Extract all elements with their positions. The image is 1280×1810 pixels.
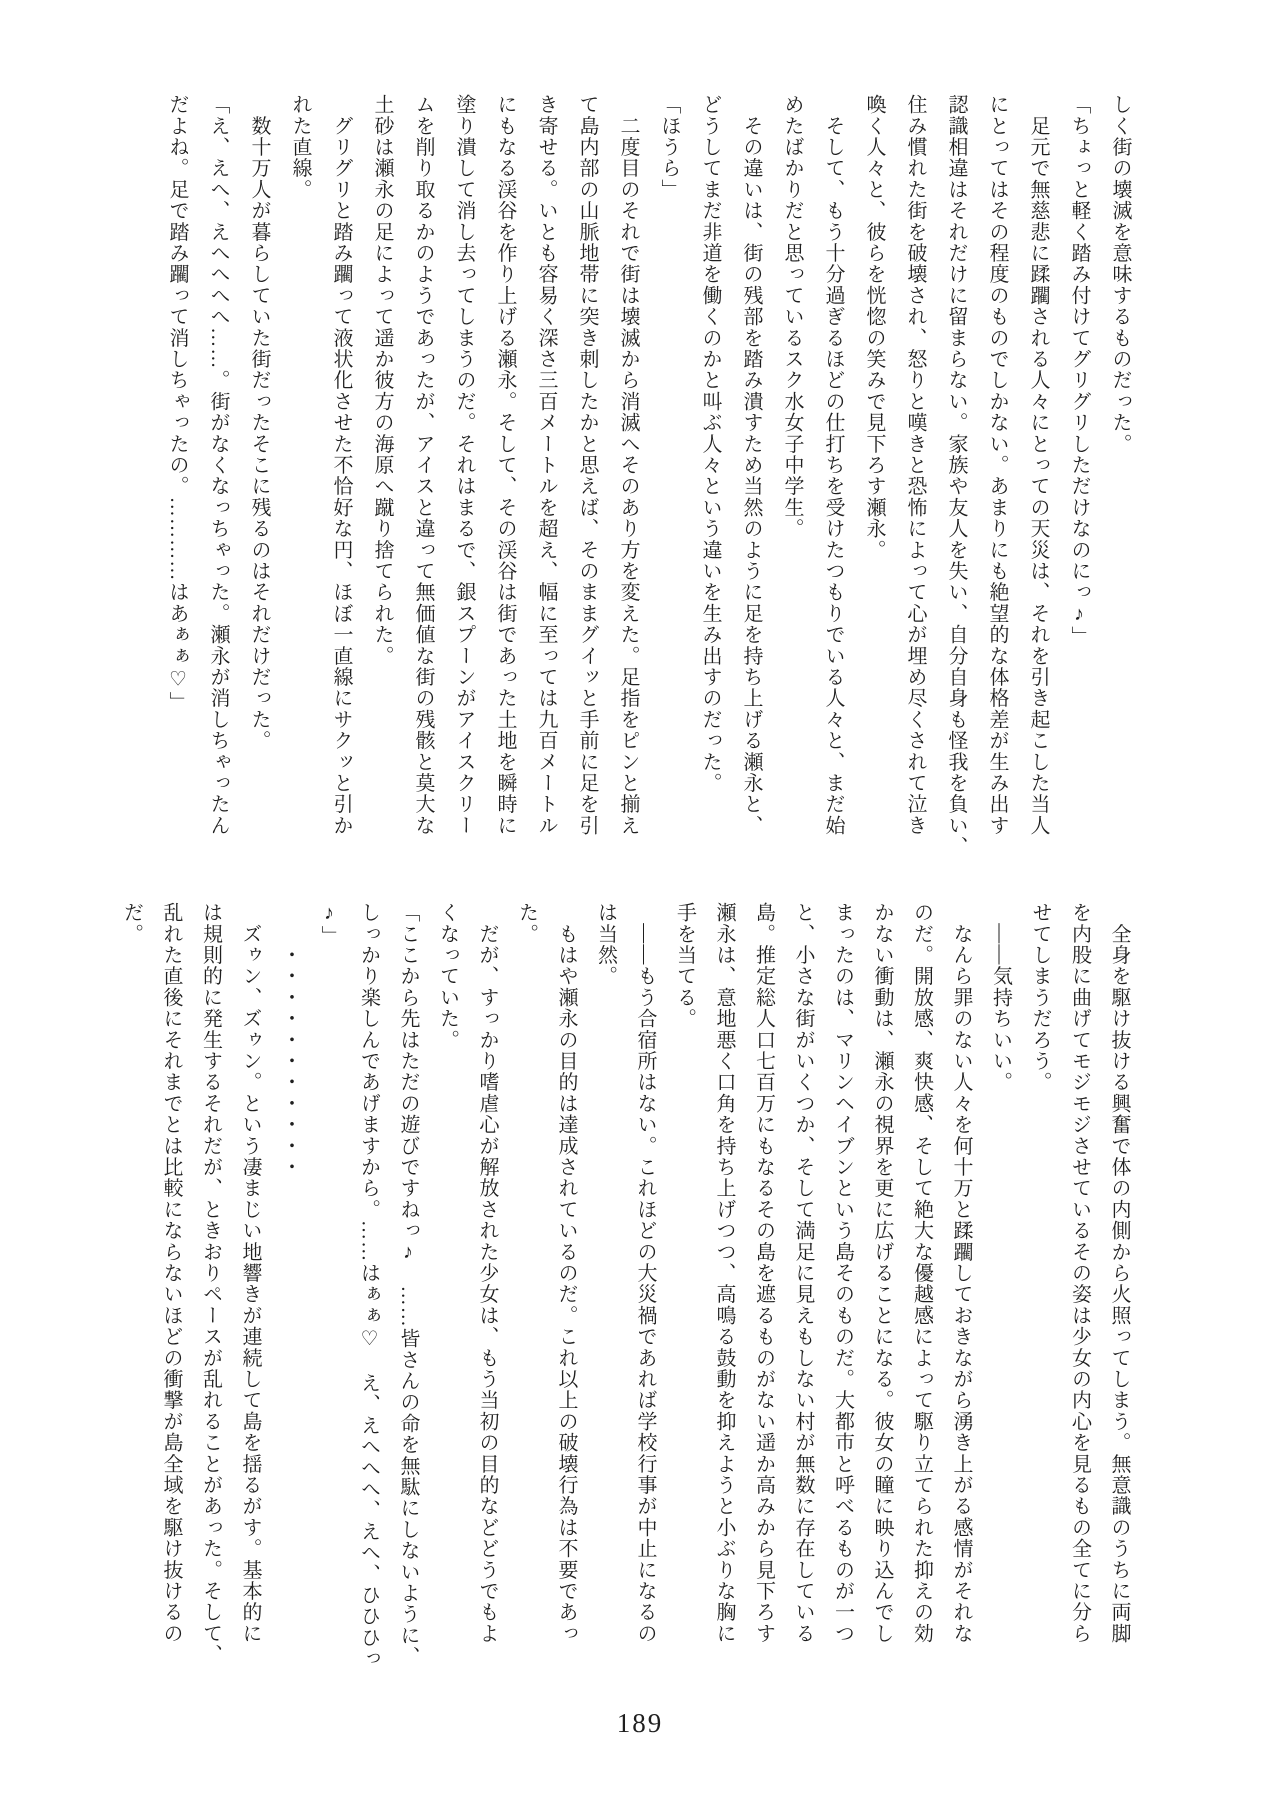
text-column: にとってはその程度のものでしかない。あまりにも絶望的な体格差が生み出す	[986, 94, 1008, 836]
text-column: 島。推定総人口七百万にもなるその島を遮るものがない遥か高みから見下ろす	[752, 902, 775, 1644]
text-column: その違いは、街の残部を踏み潰すため当然のように足を持ち上げる瀬永と、	[740, 94, 762, 836]
text-column: れた直線。	[289, 94, 311, 200]
text-column: は規則的に発生するそれだが、ときおりペースが乱れることがあった。そして、	[199, 902, 222, 1666]
text-column: どうしてまだ非道を働くのかと叫ぶ人々という違いを生み出すのだった。	[699, 94, 721, 794]
text-column: は当然。	[594, 902, 617, 987]
text-column: ズゥン、ズゥン。という凄まじい地響きが連続して島を揺るがす。基本的に	[239, 902, 261, 1644]
text-column: 喚く人々と、彼らを恍惚の笑みで見下ろす瀬永。	[863, 94, 885, 561]
text-column: しっかり楽しんであげますから。……はぁぁ♡ え、えへへへ、えへ、ひひひっ	[357, 902, 380, 1670]
text-column: 住み慣れた街を破壊され、怒りと嘆きと恐怖によって心が埋め尽くされて泣き	[904, 94, 926, 836]
text-column: 乱れた直後にそれまでとは比較にならないほどの衝撃が島全域を駆け抜けるの	[160, 902, 182, 1644]
text-column: ・・・・・・・・・・・	[278, 902, 301, 1178]
text-column: だが、すっかり嗜虐心が解放された少女は、もう当初の目的などどうでもよ	[476, 902, 498, 1644]
text-column: のだ。開放感、爽快感、そして絶大な優越感によって駆り立てられた抑えの効	[910, 902, 933, 1644]
text-column: 足元で無慈悲に蹂躙される人々にとっての天災は、それを引き起こした当人	[1027, 94, 1049, 836]
text-column: くなっていた。	[436, 902, 459, 1051]
page-number: 189	[616, 1708, 664, 1738]
lower-text-block	[111, 902, 1138, 1707]
text-column: まったのは、マリンヘイブンという島そのものだ。大都市と呼べるものが一つ	[831, 902, 854, 1644]
upper-text-block	[156, 94, 1140, 899]
text-column: もはや瀬永の目的は達成されているのだ。これ以上の破壊行為は不要であっ	[555, 902, 577, 1644]
text-column: き寄せる。いとも容易く深さ三百メートルを超え、幅に至っては九百メートル	[535, 94, 557, 836]
text-column: せてしまうだろう。	[1029, 902, 1051, 1093]
text-column: だよね。足で踏み躙って消しちゃったの。…………はあぁぁ♡」	[166, 94, 188, 713]
text-column: にもなる渓谷を作り上げる瀬永。そして、その渓谷は街であった土地を瞬時に	[494, 94, 516, 836]
text-column: た。	[515, 902, 538, 945]
text-column: 塗り潰して消し去ってしまうのだ。それはまるで、銀スプーンがアイスクリー	[453, 94, 475, 836]
text-column: 「ちょっと軽く踏み付けてグリグリしただけなのにっ♪」	[1068, 94, 1090, 648]
text-column: 土砂は瀬永の足によって遥か彼方の海原へ蹴り捨てられた。	[371, 94, 393, 667]
text-column: めたばかりだと思っているスク水女子中学生。	[781, 94, 803, 540]
text-column: なんら罪のない人々を何十万と蹂躙しておきながら湧き上がる感情がそれな	[950, 902, 972, 1644]
text-column: ――もう合宿所はない。これほどの大災禍であれば学校行事が中止になるの	[634, 902, 656, 1644]
text-column: 瀬永は、意地悪く口角を持ち上げつつ、高鳴る鼓動を抑えようと小ぶりな胸に	[713, 902, 735, 1644]
text-column: て島内部の山脈地帯に突き刺したかと思えば、そのままグイッと手前に足を引	[576, 94, 598, 836]
text-column: しく街の壊滅を意味するものだった。	[1109, 94, 1131, 455]
text-column: かない衝動は、瀬永の視界を更に広げることになる。彼女の瞳に映り込んでし	[871, 902, 893, 1644]
text-column: 二度目のそれで街は壊滅から消滅へそのあり方を変えた。足指をピンと揃え	[617, 94, 639, 836]
text-column: 「ここから先はただの遊びですねっ♪ ……皆さんの命を無駄にしないように、	[397, 902, 419, 1668]
text-column: と、小さな街がいくつか、そして満足に見えもしない村が無数に存在している	[792, 902, 814, 1644]
text-column: 「ほうら」	[658, 94, 680, 200]
text-column: ムを削り取るかのようであったが、アイスと違って無価値な街の残骸と莫大な	[412, 94, 434, 836]
text-column: ――気持ちいい。	[989, 902, 1012, 1093]
text-column: を内股に曲げてモジモジさせているその姿は少女の内心を見るもの全てに分ら	[1068, 902, 1091, 1644]
text-column: 「え、えへ、えへへへへ……。街がなくなっちゃった。瀬永が消しちゃったん	[207, 94, 229, 836]
text-column: 数十万人が暮らしていた街だったそこに残るのはそれだけだった。	[248, 94, 270, 752]
text-column: グリグリと踏み躙って液状化させた不恰好な円、ほぼ一直線にサクッと引か	[330, 94, 352, 836]
text-column: 認識相違はそれだけに留まらない。家族や友人を失い、自分自身も怪我を負い、	[945, 94, 967, 858]
text-column: 手を当てる。	[673, 902, 696, 1030]
text-column: そして、もう十分過ぎるほどの仕打ちを受けたつもりでいる人々と、まだ始	[822, 94, 844, 836]
text-column: ♪」	[318, 902, 340, 947]
text-column: だ。	[120, 902, 143, 945]
text-column: 全身を駆け抜ける興奮で体の内側から火照ってしまう。無意識のうちに両脚	[1108, 902, 1130, 1644]
